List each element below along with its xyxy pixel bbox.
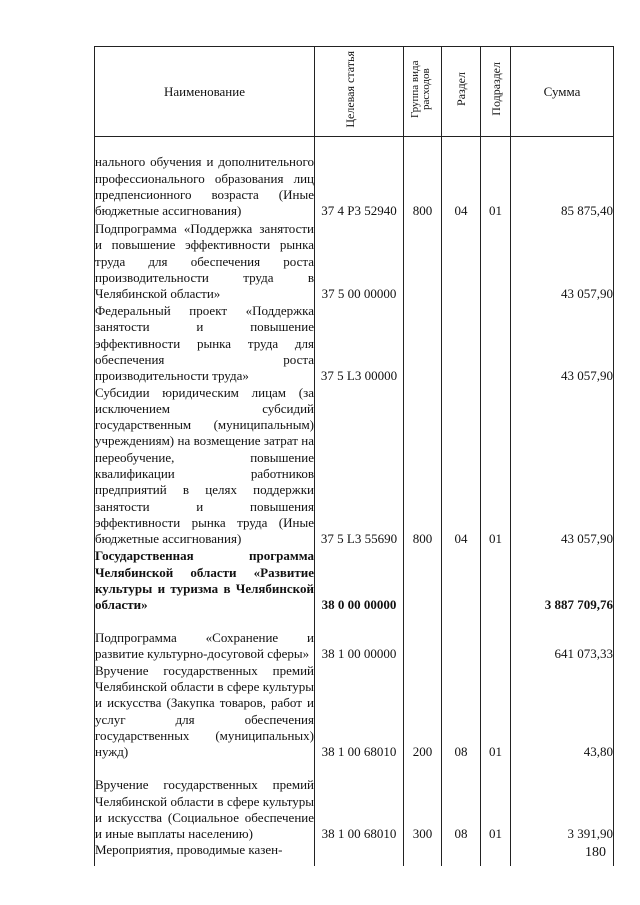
row-name: Подпрограмма «Сохранение и развитие культурно-досуговой сферы» xyxy=(95,613,315,662)
row-section: 08 xyxy=(442,662,481,760)
header-subsection: Подраздел xyxy=(481,47,511,137)
row-sum: 43 057,90 xyxy=(511,220,614,303)
header-name: Наименование xyxy=(95,47,315,137)
table-row xyxy=(95,137,614,220)
row-section xyxy=(442,842,481,866)
table-row xyxy=(95,842,614,866)
row-subsection: 01 xyxy=(481,662,511,760)
row-target-article: 37 5 L3 00000 xyxy=(315,303,404,385)
row-sum: 85 875,40 xyxy=(511,137,614,220)
row-subsection xyxy=(481,303,511,385)
row-subsection xyxy=(481,547,511,613)
row-section xyxy=(442,547,481,613)
row-expense-group xyxy=(404,613,442,662)
row-target-article: 38 0 00 00000 xyxy=(315,547,404,613)
header-expense-group: Группа вида расходов xyxy=(404,47,442,137)
header-sum: Сумма xyxy=(511,47,614,137)
row-target-article: 37 4 P3 52940 xyxy=(315,137,404,220)
row-target-article: 37 5 L3 55690 xyxy=(315,385,404,548)
row-subsection: 01 xyxy=(481,760,511,842)
row-section: 04 xyxy=(442,137,481,220)
row-subsection xyxy=(481,842,511,866)
table-body xyxy=(95,137,614,867)
row-name: Вручение государственных премий Челябинской области в сфере культуры и искусства (Социальное обеспечение и иные выплаты населению) xyxy=(95,760,315,842)
row-target-article: 38 1 00 68010 xyxy=(315,760,404,842)
row-section: 04 xyxy=(442,385,481,548)
row-sum: 43,80 xyxy=(511,662,614,760)
row-name: Субсидии юридическим лицам (за исключением субсидий государственным (муниципальным) учреждениям) на возмещение затрат на переобучение, повышение квалификации работников предприятий в целях поддержки занятости и повышения эффективности рынка труда (Иные бюджетные ассигнования) xyxy=(95,384,314,547)
row-section xyxy=(442,613,481,662)
table-row xyxy=(95,385,614,548)
row-expense-group: 200 xyxy=(404,662,442,760)
row-section xyxy=(442,303,481,385)
row-target-article: 38 1 00 68010 xyxy=(315,662,404,760)
row-section: 08 xyxy=(442,760,481,842)
row-subsection xyxy=(481,613,511,662)
row-name: Мероприятия, проводимые казен- xyxy=(95,842,315,866)
header-target-article: Целевая статья xyxy=(315,47,404,137)
row-sum: 3 887 709,76 xyxy=(511,547,614,613)
row-expense-group xyxy=(404,842,442,866)
row-expense-group xyxy=(404,303,442,385)
table-row xyxy=(95,662,614,760)
row-section xyxy=(442,220,481,303)
budget-table xyxy=(94,46,614,866)
table-row xyxy=(95,220,614,303)
row-name: Государственная программа Челябинской области «Развитие культуры и туризма в Челябинской области» xyxy=(95,548,314,613)
row-sum: 43 057,90 xyxy=(511,385,614,548)
row-target-article xyxy=(315,842,404,866)
header-section: Раздел xyxy=(442,47,481,137)
row-expense-group: 300 xyxy=(404,760,442,842)
row-sum: 43 057,90 xyxy=(511,303,614,385)
row-name: Федеральный проект «Поддержка занятости и повышение эффективности рынка труда для обеспечения роста производительности труда» xyxy=(95,303,314,384)
table-row xyxy=(95,613,614,662)
row-name: Подпрограмма «Поддержка занятости и повышение эффективности рынка труда для обеспечения роста производительности труда в Челябинской области» xyxy=(95,221,314,302)
page-number: 180 xyxy=(585,845,606,860)
row-sum: 641 073,33 xyxy=(511,613,614,662)
row-subsection: 01 xyxy=(481,137,511,220)
row-expense-group: 800 xyxy=(404,385,442,548)
table-row xyxy=(95,303,614,385)
row-expense-group: 800 xyxy=(404,137,442,220)
row-name: Вручение государственных премий Челябинской области в сфере культуры и искусства (Закупка товаров, работ и услуг для обеспечения государственных (муниципальных) нужд) xyxy=(95,662,314,760)
row-expense-group xyxy=(404,547,442,613)
table-row xyxy=(95,760,614,842)
row-subsection xyxy=(481,220,511,303)
row-target-article: 37 5 00 00000 xyxy=(315,220,404,303)
row-target-article: 38 1 00 00000 xyxy=(315,613,404,662)
row-sum: 3 391,90 xyxy=(511,760,614,842)
row-name: нального обучения и дополнительного профессионального образования лиц предпенсионного возраста (Иные бюджетные ассигнования) xyxy=(95,137,315,220)
table-header-row xyxy=(95,47,614,137)
row-expense-group xyxy=(404,220,442,303)
table-row xyxy=(95,547,614,613)
row-subsection: 01 xyxy=(481,385,511,548)
